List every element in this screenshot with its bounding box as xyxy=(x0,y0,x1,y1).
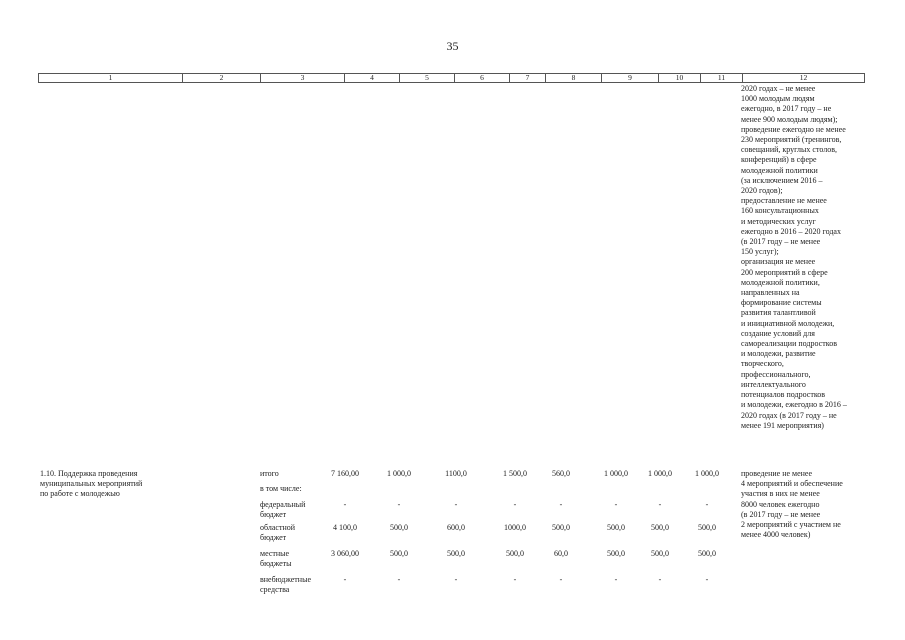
header-col-11: 11 xyxy=(700,74,742,82)
text-line: и методических услуг xyxy=(741,216,816,226)
text-line: 230 мероприятий (тренингов, xyxy=(741,135,842,145)
value-extra-col10: - xyxy=(658,575,662,584)
text-line: и молодежи, ежегодно в 2016 – xyxy=(741,400,847,410)
text-line: организация не менее xyxy=(741,257,816,267)
value-total-col11: 1 000,0 xyxy=(695,469,719,478)
header-col-8: 8 xyxy=(545,74,601,82)
value-extra-col11: - xyxy=(705,575,709,584)
text-line: бюджет xyxy=(260,510,287,520)
value-federal-col7: - xyxy=(513,500,517,509)
value-local-col5: 500,0 xyxy=(390,549,408,558)
text-line: муниципальных мероприятий xyxy=(40,479,143,489)
text-line: направленных на xyxy=(741,288,800,298)
value-federal-col6: - xyxy=(454,500,458,509)
value-local-col7: 500,0 xyxy=(506,549,524,558)
text-line: местные xyxy=(260,549,290,558)
value-federal-col4: - xyxy=(343,500,347,509)
text-line: формирование системы xyxy=(741,298,822,308)
value-federal-col8: - xyxy=(559,500,563,509)
value-total-col9: 1 000,0 xyxy=(604,469,628,478)
value-total-col10: 1 000,0 xyxy=(648,469,672,478)
header-col-7: 7 xyxy=(509,74,545,82)
text-line: проведение не менее xyxy=(741,469,813,478)
value-federal-col5: - xyxy=(397,500,401,509)
text-line: интеллектуального xyxy=(741,379,806,389)
text-line: федеральный xyxy=(260,500,306,509)
text-line: 4 мероприятий и обеспечение xyxy=(741,479,843,489)
header-col-12: 12 xyxy=(742,74,864,82)
source-label-total: итого xyxy=(260,469,279,478)
header-col-2: 2 xyxy=(182,74,260,82)
value-regional-col5: 500,0 xyxy=(390,523,408,532)
row-title xyxy=(40,469,180,500)
value-extra-col4: - xyxy=(343,575,347,584)
value-total-col4: 7 160,00 xyxy=(331,469,359,478)
text-line: 160 консультационных xyxy=(741,206,819,216)
continuation-col12 xyxy=(741,84,865,431)
text-line: развития талантливой xyxy=(741,308,816,318)
text-line: ежегодно в 2016 – 2020 годах xyxy=(741,226,841,236)
source-label-regional xyxy=(260,523,295,543)
row-col12-result xyxy=(741,469,865,540)
text-line: 1000 молодым людям xyxy=(741,94,815,104)
text-line: конференций) в сфере xyxy=(741,155,817,165)
text-line: областной xyxy=(260,523,296,532)
text-line: творческого, xyxy=(741,359,784,369)
value-local-col8: 60,0 xyxy=(554,549,568,558)
value-total-col6: 1100,0 xyxy=(445,469,467,478)
value-extra-col8: - xyxy=(559,575,563,584)
header-col-5: 5 xyxy=(399,74,454,82)
page-number: 35 xyxy=(446,39,459,53)
text-line: предоставление не менее xyxy=(741,196,827,206)
text-line: и инициативной молодежи, xyxy=(741,318,835,328)
text-line: менее 4000 человек) xyxy=(741,530,811,540)
text-line: профессионального, xyxy=(741,369,811,379)
text-line: проведение ежегодно не менее xyxy=(741,124,846,134)
text-line: средства xyxy=(260,585,290,595)
text-line: бюджеты xyxy=(260,559,292,569)
text-line: участия в них не менее xyxy=(741,489,820,499)
text-line: менее 900 молодым людям); xyxy=(741,114,838,124)
text-line: (в 2017 году – не менее xyxy=(741,509,821,519)
value-regional-col9: 500,0 xyxy=(607,523,625,532)
text-line: внебюджетные xyxy=(260,575,311,584)
text-line: (в 2017 году – не менее xyxy=(741,237,821,247)
text-line: менее 191 мероприятия) xyxy=(741,420,824,430)
text-line: 2 мероприятий с участием не xyxy=(741,520,841,530)
header-col-1: 1 xyxy=(108,73,113,82)
value-total-col5: 1 000,0 xyxy=(387,469,411,478)
value-regional-col6: 600,0 xyxy=(447,523,465,532)
value-extra-col6: - xyxy=(454,575,458,584)
header-col-6: 6 xyxy=(454,74,509,82)
text-line: молодежной политики xyxy=(741,165,818,175)
table-header-row xyxy=(38,73,865,83)
text-line: создание условий для xyxy=(741,328,815,338)
text-line: молодежной политики, xyxy=(741,277,820,287)
text-line: 8000 человек ежегодно xyxy=(741,499,820,509)
text-line: (за исключением 2016 – xyxy=(741,175,823,185)
text-line: 2020 годах – не менее xyxy=(741,84,816,93)
text-line: 1.10. Поддержка проведения xyxy=(40,469,138,478)
header-col-3: 3 xyxy=(260,74,344,82)
text-line: бюджет xyxy=(260,533,287,543)
text-line: 2020 годов); xyxy=(741,186,783,196)
header-col-9: 9 xyxy=(601,74,658,82)
source-label-including: в том числе: xyxy=(260,484,302,493)
source-label-federal xyxy=(260,500,305,520)
text-line: 150 услуг); xyxy=(741,247,779,257)
value-federal-col11: - xyxy=(705,500,709,509)
value-total-col8: 560,0 xyxy=(552,469,570,478)
text-line: потенциалов подростков xyxy=(741,390,826,400)
header-col-4: 4 xyxy=(344,74,399,82)
value-extra-col9: - xyxy=(614,575,618,584)
value-local-col4: 3 060,00 xyxy=(331,549,359,558)
value-local-col10: 500,0 xyxy=(651,549,669,558)
source-label-extrabudgetary xyxy=(260,575,311,595)
value-regional-col8: 500,0 xyxy=(552,523,570,532)
value-regional-col7: 1000,0 xyxy=(504,523,526,532)
value-total-col7: 1 500,0 xyxy=(503,469,527,478)
value-local-col6: 500,0 xyxy=(447,549,465,558)
value-extra-col7: - xyxy=(513,575,517,584)
header-col-10: 10 xyxy=(658,74,700,82)
source-label-local xyxy=(260,549,292,569)
text-line: и молодежи, развитие xyxy=(741,349,816,359)
value-local-col11: 500,0 xyxy=(698,549,716,558)
value-regional-col11: 500,0 xyxy=(698,523,716,532)
text-line: по работе с молодежью xyxy=(40,489,120,499)
text-line: совещаний, круглых столов, xyxy=(741,145,838,155)
value-local-col9: 500,0 xyxy=(607,549,625,558)
text-line: самореализации подростков xyxy=(741,339,837,349)
text-line: 200 мероприятий в сфере xyxy=(741,267,828,277)
value-extra-col5: - xyxy=(397,575,401,584)
text-line: 2020 годах (в 2017 году – не xyxy=(741,410,837,420)
value-regional-col10: 500,0 xyxy=(651,523,669,532)
value-federal-col9: - xyxy=(614,500,618,509)
value-regional-col4: 4 100,0 xyxy=(333,523,357,532)
text-line: ежегодно, в 2017 году – не xyxy=(741,104,832,114)
value-federal-col10: - xyxy=(658,500,662,509)
